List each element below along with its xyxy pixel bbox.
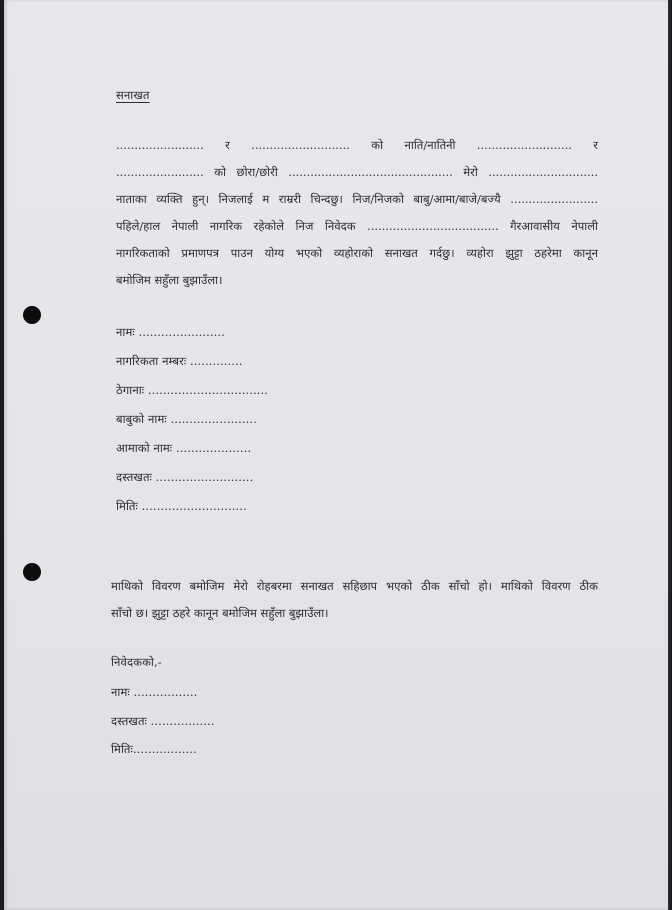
punch-hole-bottom [23, 563, 41, 581]
witness-father-name-field: बाबुको नामः ....................... [116, 412, 257, 426]
document-title: सनाखत [116, 88, 150, 102]
statement-line: पहिले/हाल नेपाली नागरिक रहेकोले निज निवेदक .................................... गैरआवासीय नेपाली [116, 219, 598, 233]
applicant-date-field: मितिः................. [111, 742, 197, 756]
applicant-signature-field: दस्तखतः ................. [111, 714, 215, 728]
statement-line: बमोजिम सहुँला बुझाउँला। [116, 273, 223, 287]
witness-mother-name-field: आमाको नामः .................... [116, 441, 252, 455]
witness-citizenship-field: नागरिकता नम्बरः .............. [116, 354, 243, 368]
confirmation-line: माथिको विवरण बमोजिम मेरो रोहबरमा सनाखत सहिछाप भएको ठीक साँचो हो। माथिको विवरण ठीक [111, 579, 598, 593]
statement-paragraph [116, 132, 598, 294]
witness-address-field: ठेगानाः ................................ [116, 383, 269, 397]
statement-line: नाताका व्यक्ति हुन्। निजलाई म राम्ररी चिन्दछु। निज/निजको बाबु/आमा/बाजे/बज्यै ........................ [116, 192, 598, 206]
applicant-heading: निवेदकको,- [111, 655, 162, 669]
punch-hole-top [23, 306, 41, 324]
document-page [4, 0, 670, 910]
applicant-name-field: नामः ................. [111, 685, 198, 699]
page-edge [668, 0, 670, 910]
witness-name-field: नामः ....................... [116, 325, 225, 339]
witness-date-field: मितिः ............................ [116, 499, 247, 513]
statement-line: ........................ र ........................... को नाति/नातिनी .......................... र [116, 138, 598, 152]
confirmation-paragraph [111, 573, 598, 627]
confirmation-line: साँचो छ। झुट्टा ठहरे कानून बमोजिम सहुँला बुझाउँला। [111, 606, 329, 620]
statement-line: ........................ को छोरा/छोरी ............................................. मेरो .............................. [116, 165, 598, 179]
witness-signature-field: दस्तखतः .......................... [116, 470, 254, 484]
statement-line: नागरिकताको प्रमाणपत्र पाउन योग्य भएको व्यहोराको सनाखत गर्दछु। व्यहोरा झुट्टा ठहरेमा कानून [116, 246, 598, 260]
